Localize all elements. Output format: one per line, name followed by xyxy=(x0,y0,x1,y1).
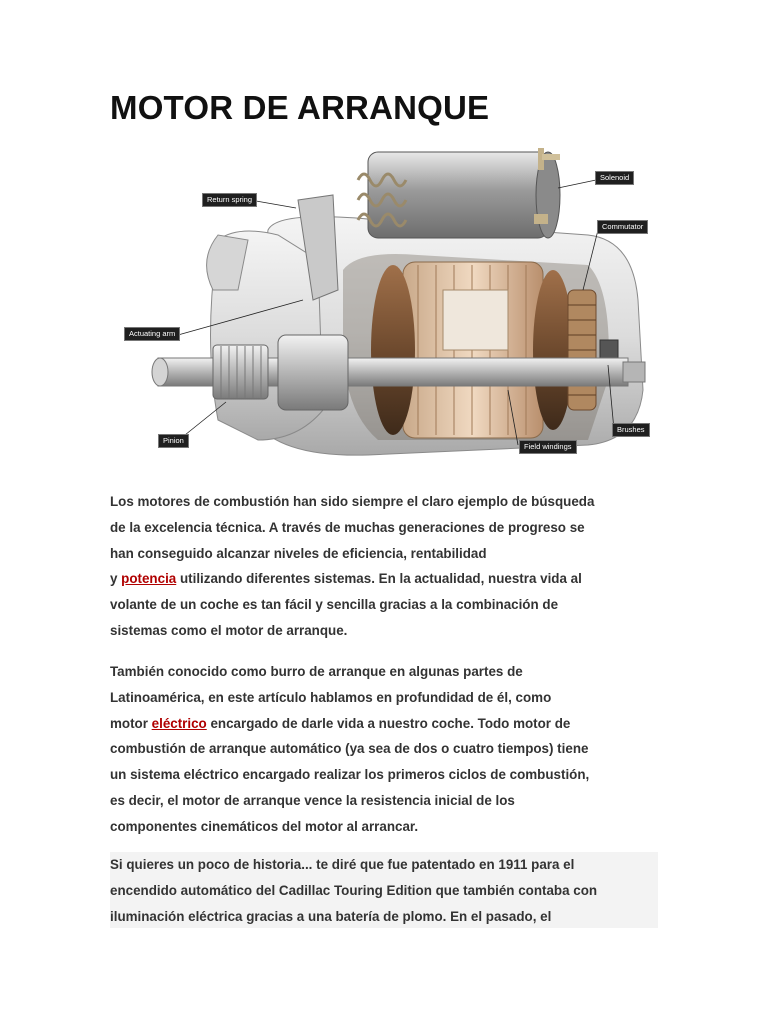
starter-motor-drawing xyxy=(118,140,658,465)
callout-commutator: Commutator xyxy=(597,220,648,234)
callout-return-spring: Return spring xyxy=(202,193,257,207)
paragraph-line: Latinoamérica, en este artículo hablamos en profundidad de él, como xyxy=(110,689,552,705)
paragraph-line: sistemas como el motor de arranque. xyxy=(110,622,348,638)
paragraph-intro xyxy=(110,489,660,644)
callout-solenoid: Solenoid xyxy=(595,171,634,185)
paragraph-line: encendido automático del Cadillac Touring Edition que también contaba con xyxy=(110,882,598,898)
paragraph-line: También conocido como burro de arranque en algunas partes de xyxy=(110,664,523,679)
paragraph-line: iluminación eléctrica gracias a una batería de plomo. En el pasado, el xyxy=(110,908,552,924)
paragraph-line xyxy=(110,711,660,737)
paragraph-definition xyxy=(110,659,660,840)
link-electrico[interactable]: eléctrico xyxy=(151,715,207,731)
paragraph-line: combustión de arranque automático (ya sea de dos o cuatro tiempos) tiene xyxy=(110,741,589,757)
paragraph-line: han conseguido alcanzar niveles de eficiencia, rentabilidad xyxy=(110,545,487,561)
line-text: motor xyxy=(110,715,152,731)
paragraph-line: componentes cinemáticos del motor al arrancar. xyxy=(110,818,419,834)
callout-actuating-arm: Actuating arm xyxy=(124,327,180,341)
link-potencia[interactable]: potencia xyxy=(121,571,177,587)
starter-motor-illustration xyxy=(118,140,658,465)
paragraph-line: volante de un coche es tan fácil y sencilla gracias a la combinación de xyxy=(110,597,559,613)
line-text: encargado de darle vida a nuestro coche. Todo motor de xyxy=(206,715,571,731)
paragraph-line: Los motores de combustión han sido siempre el claro ejemplo de búsqueda xyxy=(110,494,595,509)
callout-brushes: Brushes xyxy=(612,423,650,437)
paragraph-line: un sistema eléctrico encargado realizar los primeros ciclos de combustión, xyxy=(110,767,590,783)
callout-field-windings: Field windings xyxy=(519,440,577,454)
paragraph-line xyxy=(110,566,660,592)
callout-pinion: Pinion xyxy=(158,434,189,448)
line-text: utilizando diferentes sistemas. En la actualidad, nuestra vida al xyxy=(176,571,582,587)
line-text: y xyxy=(110,571,122,587)
paragraph-history xyxy=(110,852,658,928)
page-title: MOTOR DE ARRANQUE xyxy=(110,89,490,126)
paragraph-line: Si quieres un poco de historia... te diré que fue patentado en 1911 para el xyxy=(110,857,575,872)
paragraph-line: de la excelencia técnica. A través de muchas generaciones de progreso se xyxy=(110,519,585,535)
paragraph-line: es decir, el motor de arranque vence la resistencia inicial de los xyxy=(110,792,515,808)
